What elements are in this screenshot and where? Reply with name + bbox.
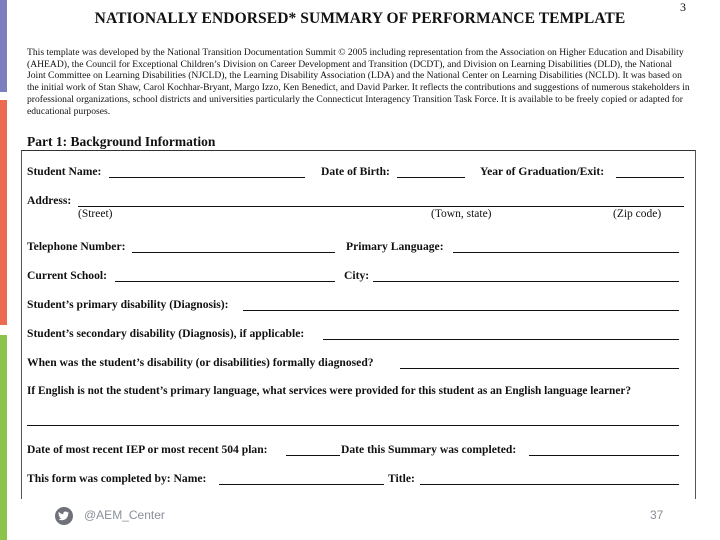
primary-disability-label: Student’s primary disability (Diagnosis): xyxy=(27,298,229,311)
form-title-field[interactable] xyxy=(420,484,679,485)
completed-by-label: This form was completed by: Name: xyxy=(27,472,207,485)
slide-footer xyxy=(0,500,720,540)
form-title-label: Title: xyxy=(388,472,415,485)
telephone-field[interactable] xyxy=(132,252,335,253)
city-label: City: xyxy=(344,269,370,282)
formally-diagnosed-label: When was the student’s disability (or disabilities) formally diagnosed? xyxy=(27,356,374,369)
city-field[interactable] xyxy=(373,281,679,282)
current-school-field[interactable] xyxy=(115,281,335,282)
accent-stripe-blue xyxy=(0,0,7,92)
date-of-birth-label: Date of Birth: xyxy=(321,165,390,178)
current-school-label: Current School: xyxy=(27,269,107,282)
english-learner-field[interactable] xyxy=(27,425,679,426)
town-state-caption: (Town, state) xyxy=(431,208,492,220)
recent-iep-field[interactable] xyxy=(286,455,340,456)
student-name-field[interactable] xyxy=(109,177,305,178)
zip-code-caption: (Zip code) xyxy=(613,208,662,220)
twitter-handle[interactable]: @AEM_Center xyxy=(84,508,165,522)
secondary-disability-label: Student’s secondary disability (Diagnosis), if applicable: xyxy=(27,327,305,340)
completed-by-name-field[interactable] xyxy=(219,484,384,485)
twitter-icon[interactable] xyxy=(55,507,73,525)
english-learner-label: If English is not the student’s primary language, what services were provided for this student as an English language learner? xyxy=(27,385,632,397)
year-graduation-label: Year of Graduation/Exit: xyxy=(480,165,605,178)
recent-iep-label: Date of most recent IEP or most recent 504 plan: xyxy=(27,443,268,456)
student-name-label: Student Name: xyxy=(27,165,102,178)
secondary-disability-field[interactable] xyxy=(323,339,679,340)
primary-language-label: Primary Language: xyxy=(346,240,444,253)
telephone-label: Telephone Number: xyxy=(27,240,126,253)
date-of-birth-field[interactable] xyxy=(397,177,465,178)
primary-disability-field[interactable] xyxy=(243,310,679,311)
slide-number: 37 xyxy=(650,508,664,522)
address-field[interactable] xyxy=(78,206,684,207)
summary-completed-field[interactable] xyxy=(529,455,679,456)
primary-language-field[interactable] xyxy=(453,252,679,253)
address-label: Address: xyxy=(27,194,72,207)
part-heading: Part 1: Background Information xyxy=(27,134,216,149)
accent-stripe-orange xyxy=(0,100,7,325)
formally-diagnosed-field[interactable] xyxy=(400,368,679,369)
document-title: NATIONALLY ENDORSED* SUMMARY OF PERFORMANCE TEMPLATE xyxy=(94,10,626,27)
intro-paragraph: This template was developed by the National Transition Documentation Summit © 2005 including representation from the Association on Higher Education and Disability (AHEAD), the Council for Exceptional Children’s Division on Career Development and Transition (DCDT), and Division on Learning Disabilities (DLD), the National Joint Committee on Learning Disabilities (NJCLD), the Learning Disability Association (LDA) and the National Center on Learning Disabilities (NCLD). It was based on the initial work of Stan Shaw, Carol Kochhar-Bryant, Margo Izzo, Ken Benedict, and David Parker. It reflects the contributions and suggestions of numerous stakeholders in professional organizations, school districts and universities particularly the Connecticut Interagency Transition Task Force. It is available to be freely copied or adapted for educational purposes. xyxy=(27,47,690,117)
page-number: 3 xyxy=(680,0,686,14)
summary-completed-label: Date this Summary was completed: xyxy=(341,443,517,456)
year-graduation-field[interactable] xyxy=(616,177,684,178)
street-caption: (Street) xyxy=(78,208,113,220)
